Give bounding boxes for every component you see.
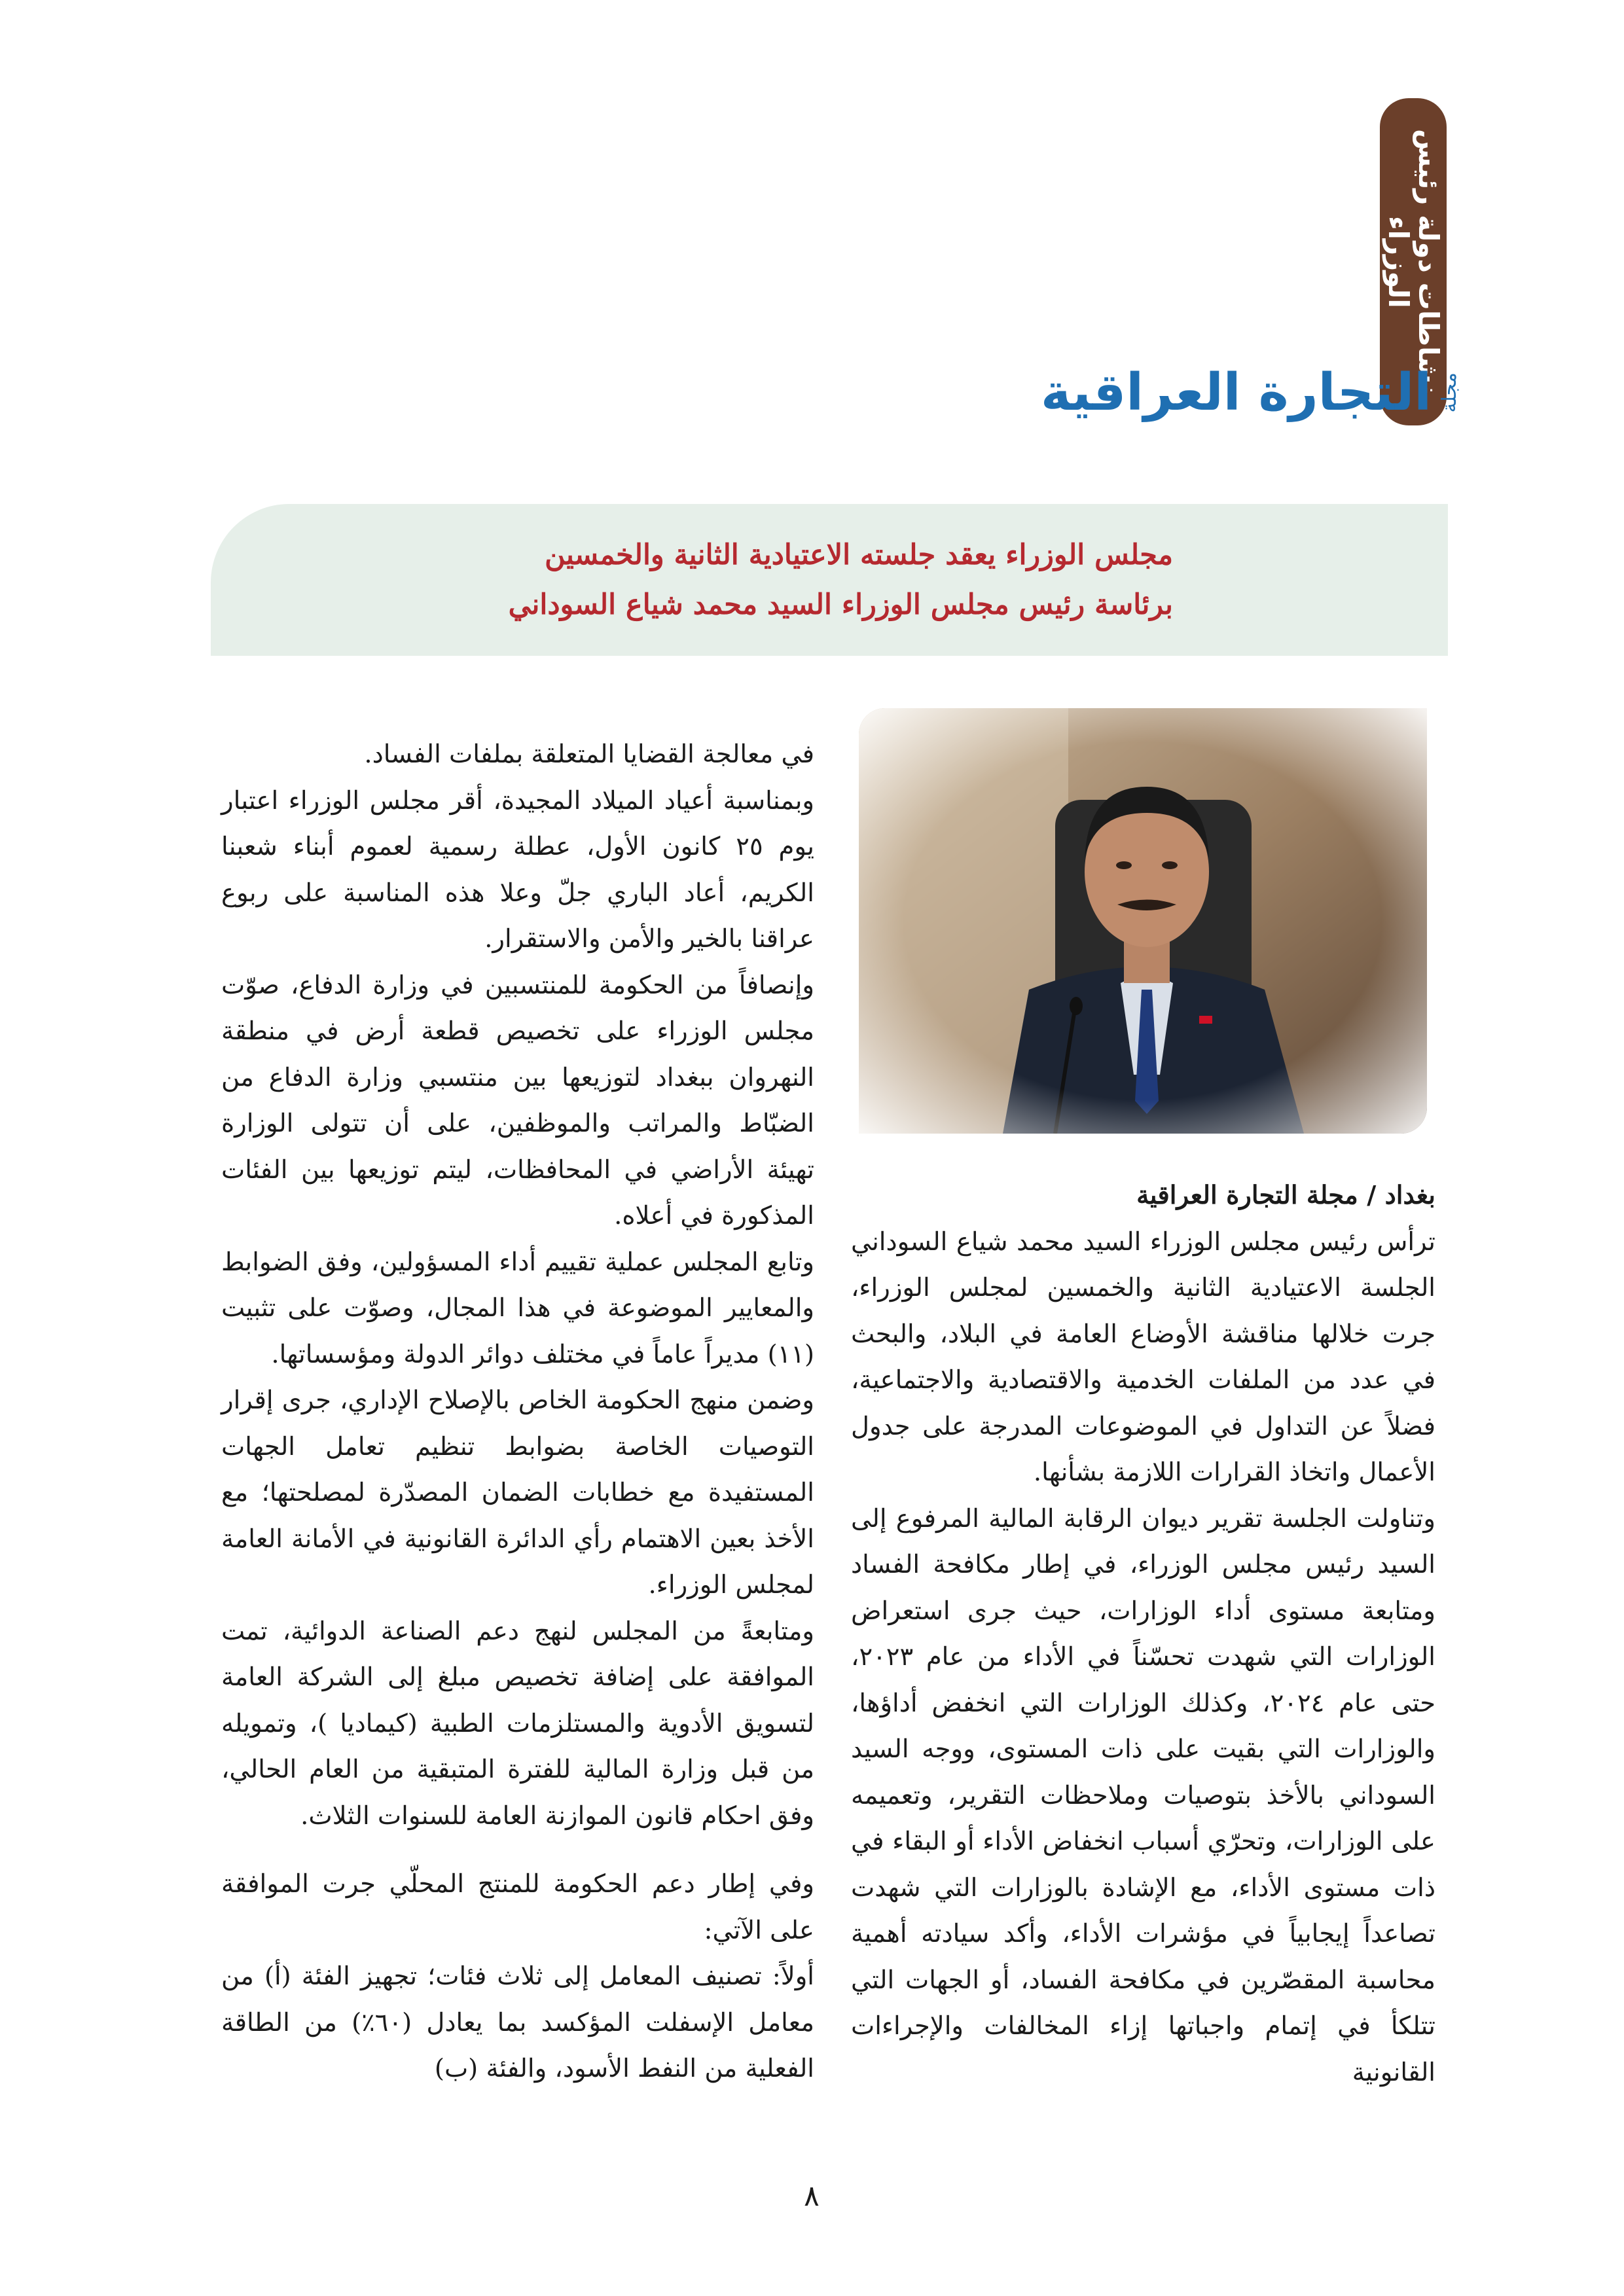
logo-title: التجارة العراقية [1041,363,1432,422]
article-paragraph: وإنصافاً من الحكومة للمنتسبين في وزارة الدفاع، صوّت مجلس الوزراء على تخصيص قطعة أرض في منطقة النهروان ببغداد لتوزيعها بين منتسبي وزارة الدفاع من الضبّاط والمراتب والموظفين، على أن تتولى الوزارة تهيئة الأراضي في المحافظات، ليتم توزيعها بين الفئات المذكورة في أعلاه. [221,970,814,1230]
article-paragraph: أولاً: تصنيف المعامل إلى ثلاث فئات؛ تجهيز الفئة (أ) من معامل الإسفلت المؤكسد بما يعادل (٦٠٪) من الطاقة الفعلية من النفط الأسود، والفئة (ب) [221,1962,815,2083]
article-column-right [851,1173,1435,2096]
article-paragraph: وضمن منهج الحكومة الخاص بالإصلاح الإداري، جرى إقرار التوصيات الخاصة بضوابط تنظيم تعامل الجهات المستفيدة مع خطابات الضمان المصدّرة لمصلحتها؛ مع الأخذ بعين الاهتمام رأي الدائرة القانونية في الأمانة العامة لمجلس الوزراء. [221,1386,814,1600]
article-paragraph: وتناولت الجلسة تقرير ديوان الرقابة المالية المرفوع إلى السيد رئيس مجلس الوزراء، في إطار مكافحة الفساد ومتابعة مستوى أداء الوزارات، حيث جرى استعراض الوزارات التي شهدت تحسّناً في الأداء من عام ٢٠٢٣، حتى عام ٢٠٢٤، وكذلك الوزارات التي انخفض أداؤها، والوزارات التي بقيت على ذات المستوى، ووجه السيد السوداني بالأخذ بتوصيات وملاحظات التقرير، وتعميمه على الوزارات، وتحرّي أسباب انخفاض الأداء أو البقاء في ذات مستوى الأداء، مع الإشادة بالوزارات التي شهدت تصاعداً إيجابياً في مؤشرات الأداء، وأكد سيادته أهمية محاسبة المقصّرين في مكافحة الفساد، أو الجهات التي تتلكأ في إتمام واجباتها إزاء المخالفات والإجراءات القانونية [851,1503,1435,2087]
article-title-banner [211,504,1448,656]
article-paragraph: وفي إطار دعم الحكومة للمنتج المحلّي جرت الموافقة على الآتي: [221,1869,814,1945]
article-title-line-2: برئاسة رئيس مجلس الوزراء السيد محمد شياع السوداني [508,588,1173,621]
article-paragraph: ومتابعةً من المجلس لنهج دعم الصناعة الدوائية، تمت الموافقة على إضافة تخصيص مبلغ إلى الشركة العامة لتسويق الأدوية والمستلزمات الطبية (كيماديا )، وتمويله من قبل وزارة المالية للفترة المتبقية من العام الحالي، وفق احكام قانون الموازنة العامة للسنوات الثلاث. [221,1616,814,1831]
article-dateline: بغداد / مجلة التجارة العراقية [1136,1181,1435,1210]
article-photo [859,708,1427,1134]
paragraph-spacer [221,1839,814,1861]
page-number: ٨ [804,2179,820,2213]
article-paragraph: ترأس رئيس مجلس الوزراء السيد محمد شياع السوداني الجلسة الاعتيادية الثانية والخمسين لمجلس الوزراء، جرت خلالها مناقشة الأوضاع العامة في البلاد، والبحث في عدد من الملفات الخدمية والاقتصادية والاجتماعية، فضلاً عن التداول في الموضوعات المدرجة على جدول الأعمال واتخاذ القرارات اللازمة بشأنها. [851,1227,1435,1487]
magazine-logo [1041,353,1461,432]
article-paragraph: وتابع المجلس عملية تقييم أداء المسؤولين، وفق الضوابط والمعايير الموضوعة في هذا المجال، وصوّت على تثبيت (١١) مديراً عاماً في مختلف دوائر الدولة ومؤسساتها. [221,1247,814,1369]
article-column-left [221,732,814,2092]
portrait-image [859,708,1427,1134]
article-title-line-1: مجلس الوزراء يعقد جلسته الاعتيادية الثانية والخمسين [545,539,1173,571]
section-tab-label: نشاطات دولة رئيس الوزراء [1382,128,1445,395]
logo-prefix: مجلة [1438,372,1461,413]
article-paragraph: في معالجة القضايا المتعلقة بملفات الفساد. [364,740,814,769]
article-paragraph: وبمناسبة أعياد الميلاد المجيدة، أقر مجلس الوزراء اعتبار يوم ٢٥ كانون الأول، عطلة رسمية لعموم أبناء شعبنا الكريم، أعاد الباري جلّ وعلا هذه المناسبة على ربوع عراقنا بالخير والأمن والاستقرار. [221,785,814,954]
